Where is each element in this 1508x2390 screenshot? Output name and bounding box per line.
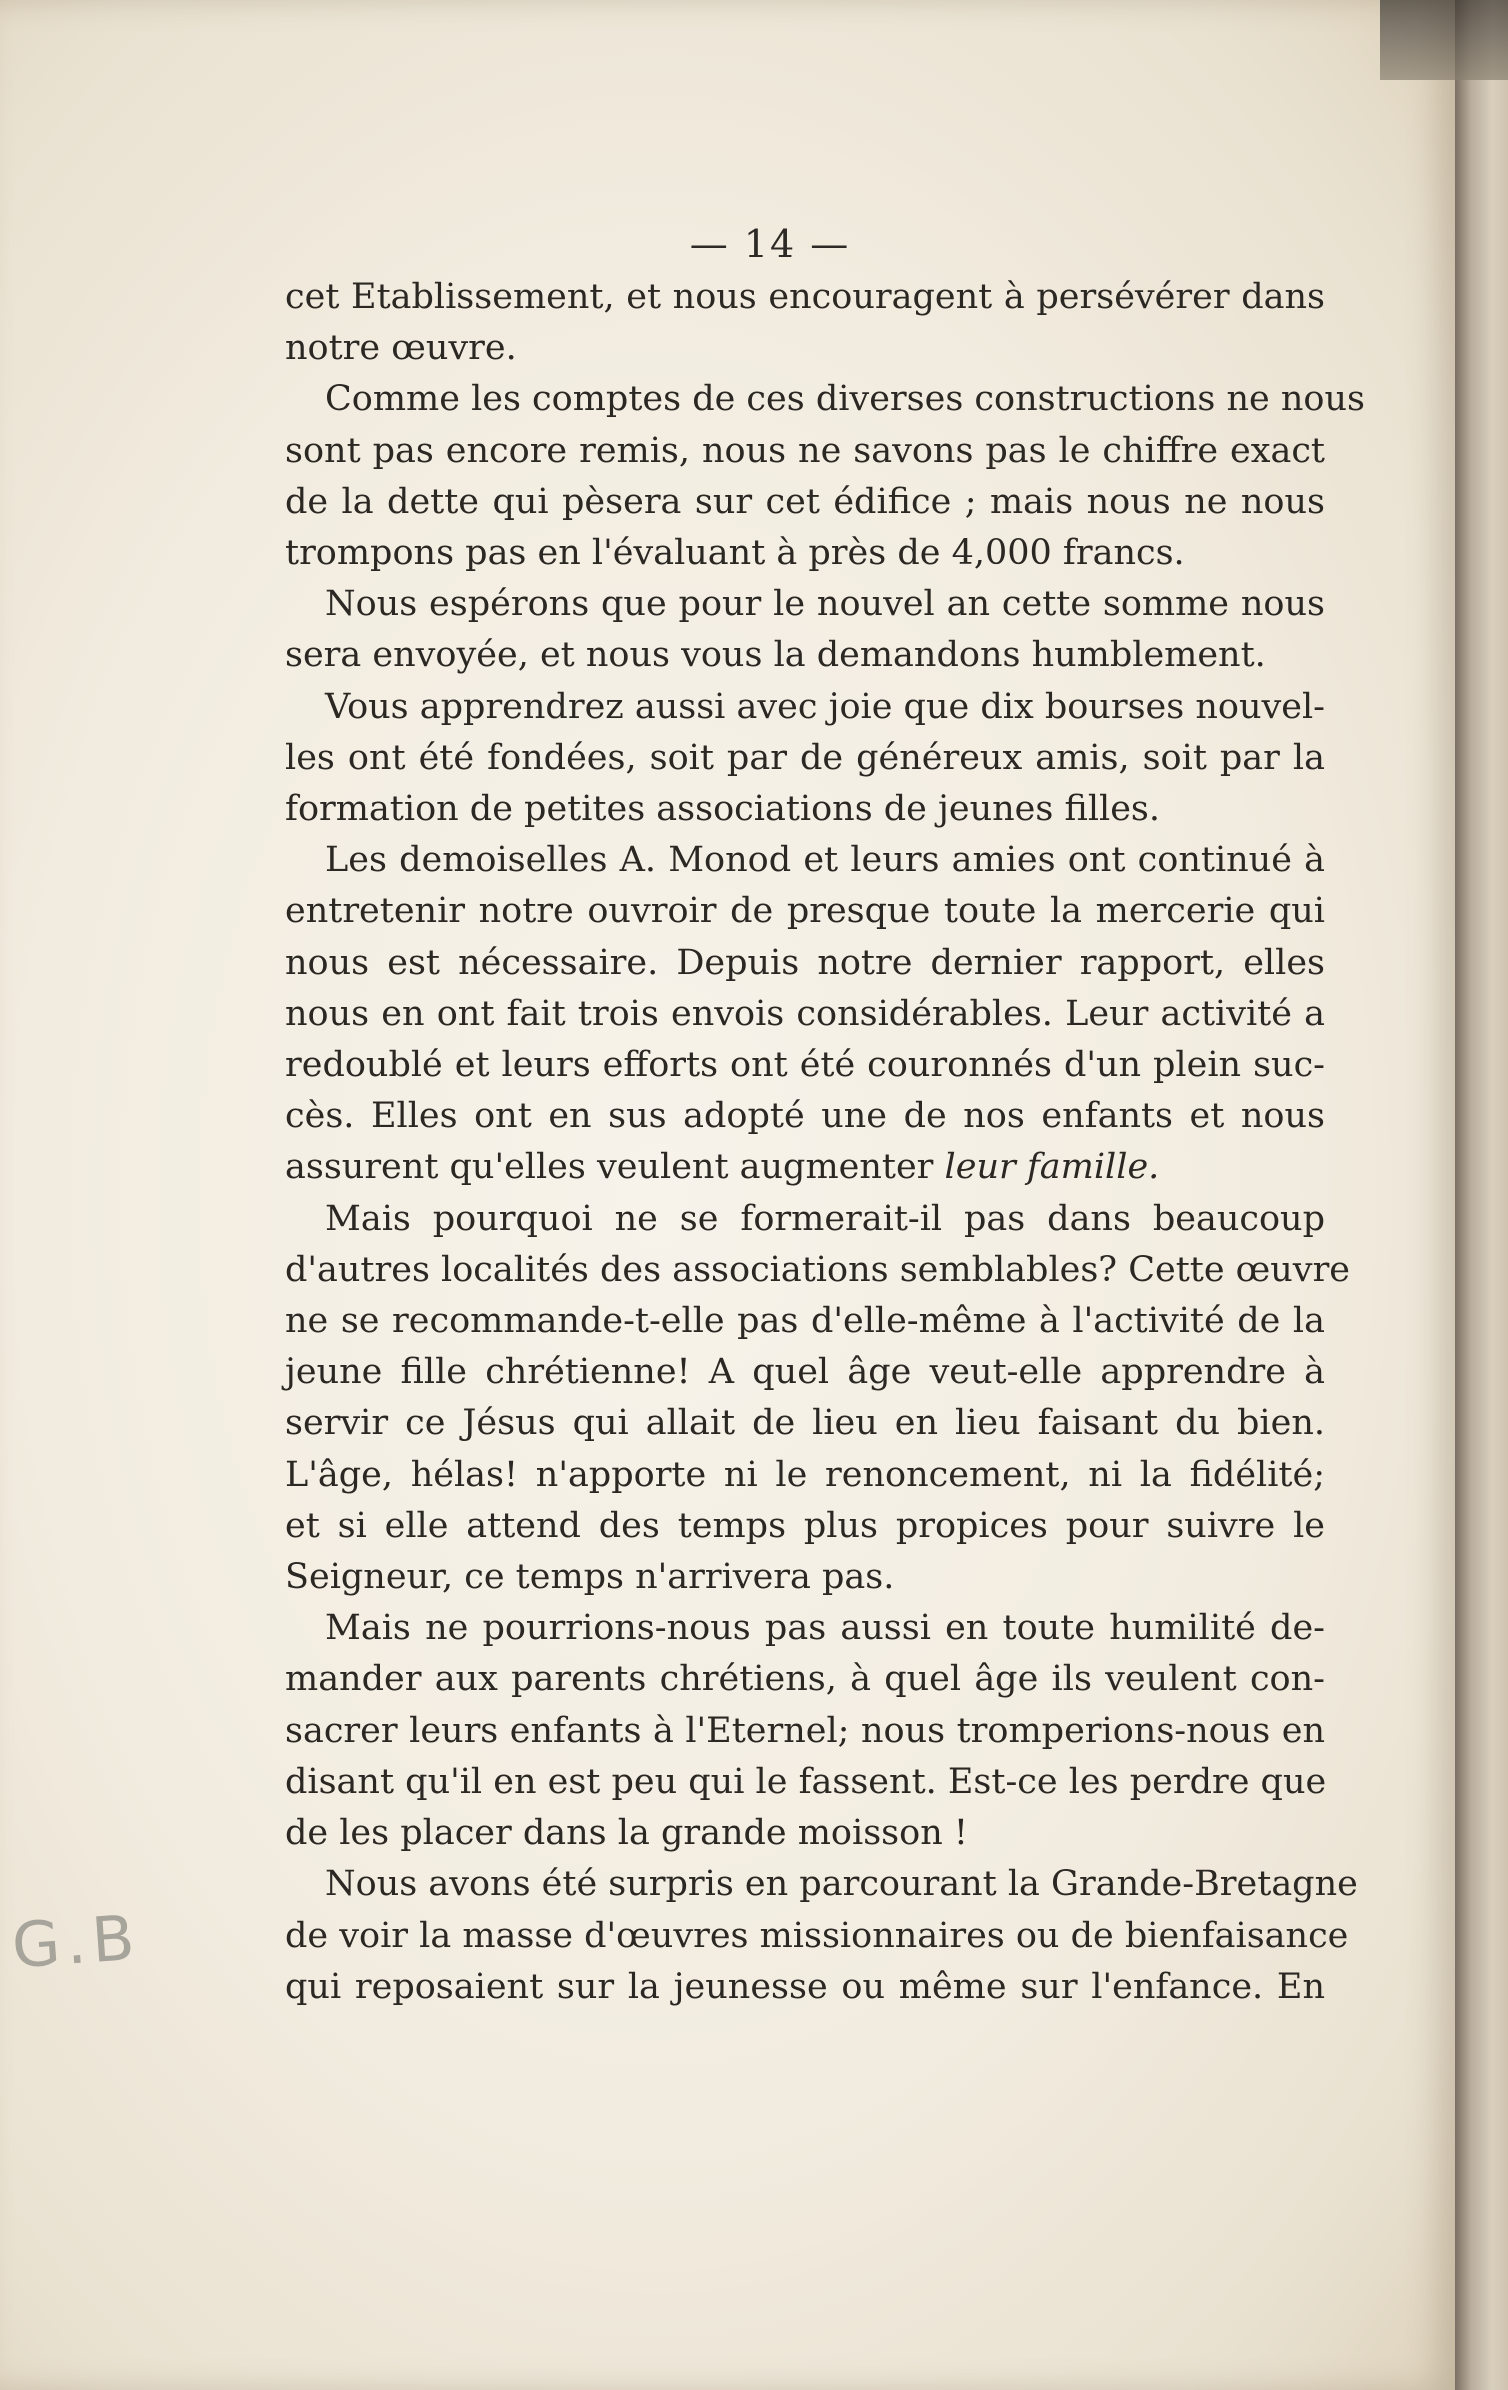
italic-phrase: leur famille.: [944, 1147, 1160, 1188]
text-line: cès. Elles ont en sus adopté une de nos enfants et nous: [285, 1096, 1325, 1137]
text-line: disant qu'il en est peu qui le fassent. Est-ce les perdre que: [285, 1761, 1327, 1802]
text-line: Seigneur, ce temps n'arrivera pas.: [285, 1557, 895, 1598]
binding-shadow: [1380, 0, 1508, 80]
text-line: d'autres localités des associations semblables? Cette œuvre: [285, 1249, 1351, 1290]
text-line: sacrer leurs enfants à l'Eternel; nous tromperions-nous en: [285, 1710, 1325, 1751]
text-line: les ont été fondées, soit par de généreux amis, soit par la: [285, 737, 1325, 778]
text-line: sera envoyée, et nous vous la demandons humblement.: [285, 635, 1266, 676]
text-line: Nous espérons que pour le nouvel an cette somme nous: [325, 584, 1325, 625]
text-line: Vous apprendrez aussi avec joie que dix bourses nouvel-: [325, 686, 1325, 727]
text-line: de les placer dans la grande moisson !: [285, 1813, 968, 1854]
text-line: trompons pas en l'évaluant à près de 4,000 francs.: [285, 533, 1185, 574]
body-text: [285, 272, 1365, 2013]
text-line: Les demoiselles A. Monod et leurs amies ont continué à: [325, 840, 1325, 881]
text-line: formation de petites associations de jeunes filles.: [285, 789, 1160, 830]
text-line: servir ce Jésus qui allait de lieu en lieu faisant du bien.: [285, 1403, 1325, 1444]
text-line: notre œuvre.: [285, 328, 517, 369]
text-line: entretenir notre ouvroir de presque toute la mercerie qui: [285, 891, 1325, 932]
text-line: Mais pourquoi ne se formerait-il pas dans beaucoup: [325, 1198, 1325, 1239]
text-line: Comme les comptes de ces diverses constructions ne nous: [325, 379, 1365, 420]
margin-handwritten-note: G.B: [9, 1900, 143, 1983]
text-line: et si elle attend des temps plus propices pour suivre le: [285, 1505, 1325, 1546]
text-segment: assurent qu'elles veulent augmenter: [285, 1147, 934, 1188]
text-line: cet Etablissement, et nous encouragent à persévérer dans: [285, 277, 1325, 317]
text-line: redoublé et leurs efforts ont été couronnés d'un plein suc-: [285, 1045, 1325, 1086]
text-line: Nous avons été surpris en parcourant la Grande-Bretagne: [325, 1864, 1358, 1905]
text-line: qui reposaient sur la jeunesse ou même sur l'enfance. En: [285, 1966, 1325, 2007]
text-line: Mais ne pourrions-nous pas aussi en toute humilité de-: [325, 1608, 1325, 1649]
text-line: jeune fille chrétienne! A quel âge veut-elle apprendre à: [285, 1352, 1325, 1393]
page-edge: [1455, 0, 1508, 2390]
text-line: de voir la masse d'œuvres missionnaires ou de bienfaisance: [285, 1915, 1349, 1956]
text-line: L'âge, hélas! n'apporte ni le renoncement, ni la fidélité;: [285, 1454, 1325, 1495]
text-line: nous en ont fait trois envois considérables. Leur activité a: [285, 993, 1325, 1034]
text-line: de la dette qui pèsera sur cet édifice ; mais nous ne nous: [285, 481, 1325, 522]
text-line: [285, 1142, 1325, 1193]
page-number: — 14 —: [689, 222, 851, 266]
text-line: nous est nécessaire. Depuis notre dernier rapport, elles: [285, 942, 1325, 983]
text-line: mander aux parents chrétiens, à quel âge ils veulent con-: [285, 1659, 1325, 1700]
text-line: sont pas encore remis, nous ne savons pas le chiffre exact: [285, 430, 1325, 471]
text-line: ne se recommande-t-elle pas d'elle-même à l'activité de la: [285, 1301, 1325, 1342]
